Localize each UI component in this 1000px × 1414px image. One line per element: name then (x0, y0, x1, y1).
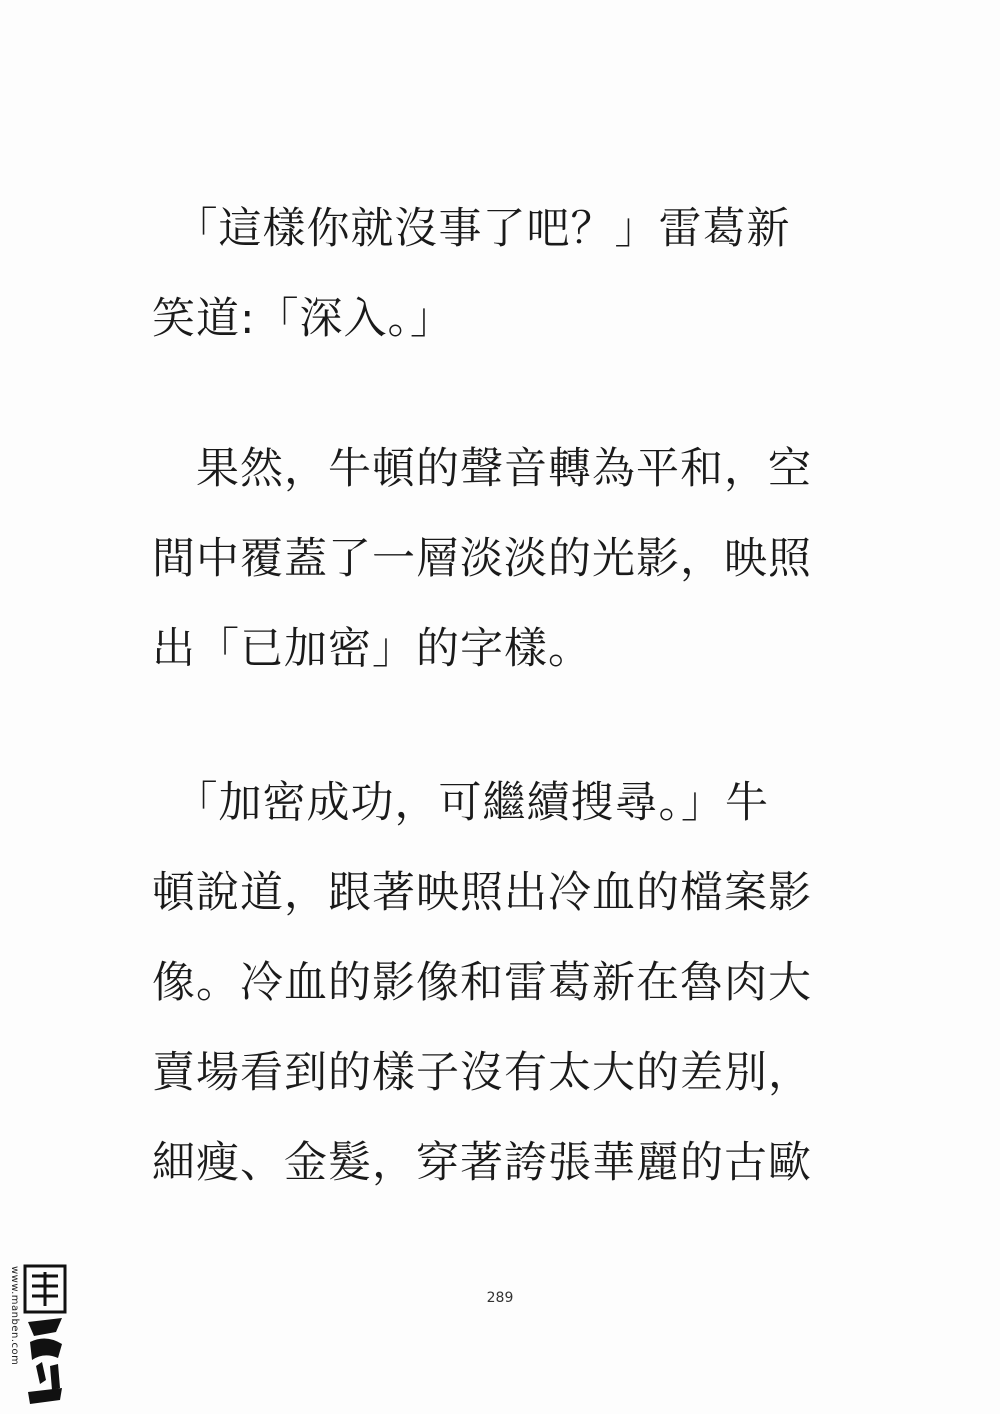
text-line: 出「已加密」的字樣。 (152, 624, 592, 674)
text-line: 像。冷血的影像和雷葛新在魯肉大 (152, 958, 812, 1008)
watermark-url: www.manben.com (9, 1266, 20, 1366)
text-line: 果然，牛頓的聲音轉為平和，空 (152, 444, 812, 494)
text-line: 間中覆蓋了一層淡淡的光影，映照 (152, 534, 812, 584)
text-line: 笑道:「深入。」 (152, 294, 454, 344)
paragraph-3 (152, 758, 852, 1208)
text-line: 「這樣你就沒事了吧？」雷葛新 (152, 204, 791, 254)
paragraph-2 (152, 424, 852, 694)
paragraph-1 (152, 184, 852, 364)
text-line: 細瘦、金髮，穿著誇張華麗的古歐 (152, 1138, 812, 1188)
text-line: 「加密成功，可繼續搜尋。」牛 (152, 778, 769, 828)
watermark-logo-icon (22, 1262, 68, 1408)
text-line: 賣場看到的樣子沒有太大的差別， (152, 1048, 812, 1098)
page-number: 289 (486, 1290, 514, 1306)
text-line: 頓說道，跟著映照出冷血的檔案影 (152, 868, 812, 918)
